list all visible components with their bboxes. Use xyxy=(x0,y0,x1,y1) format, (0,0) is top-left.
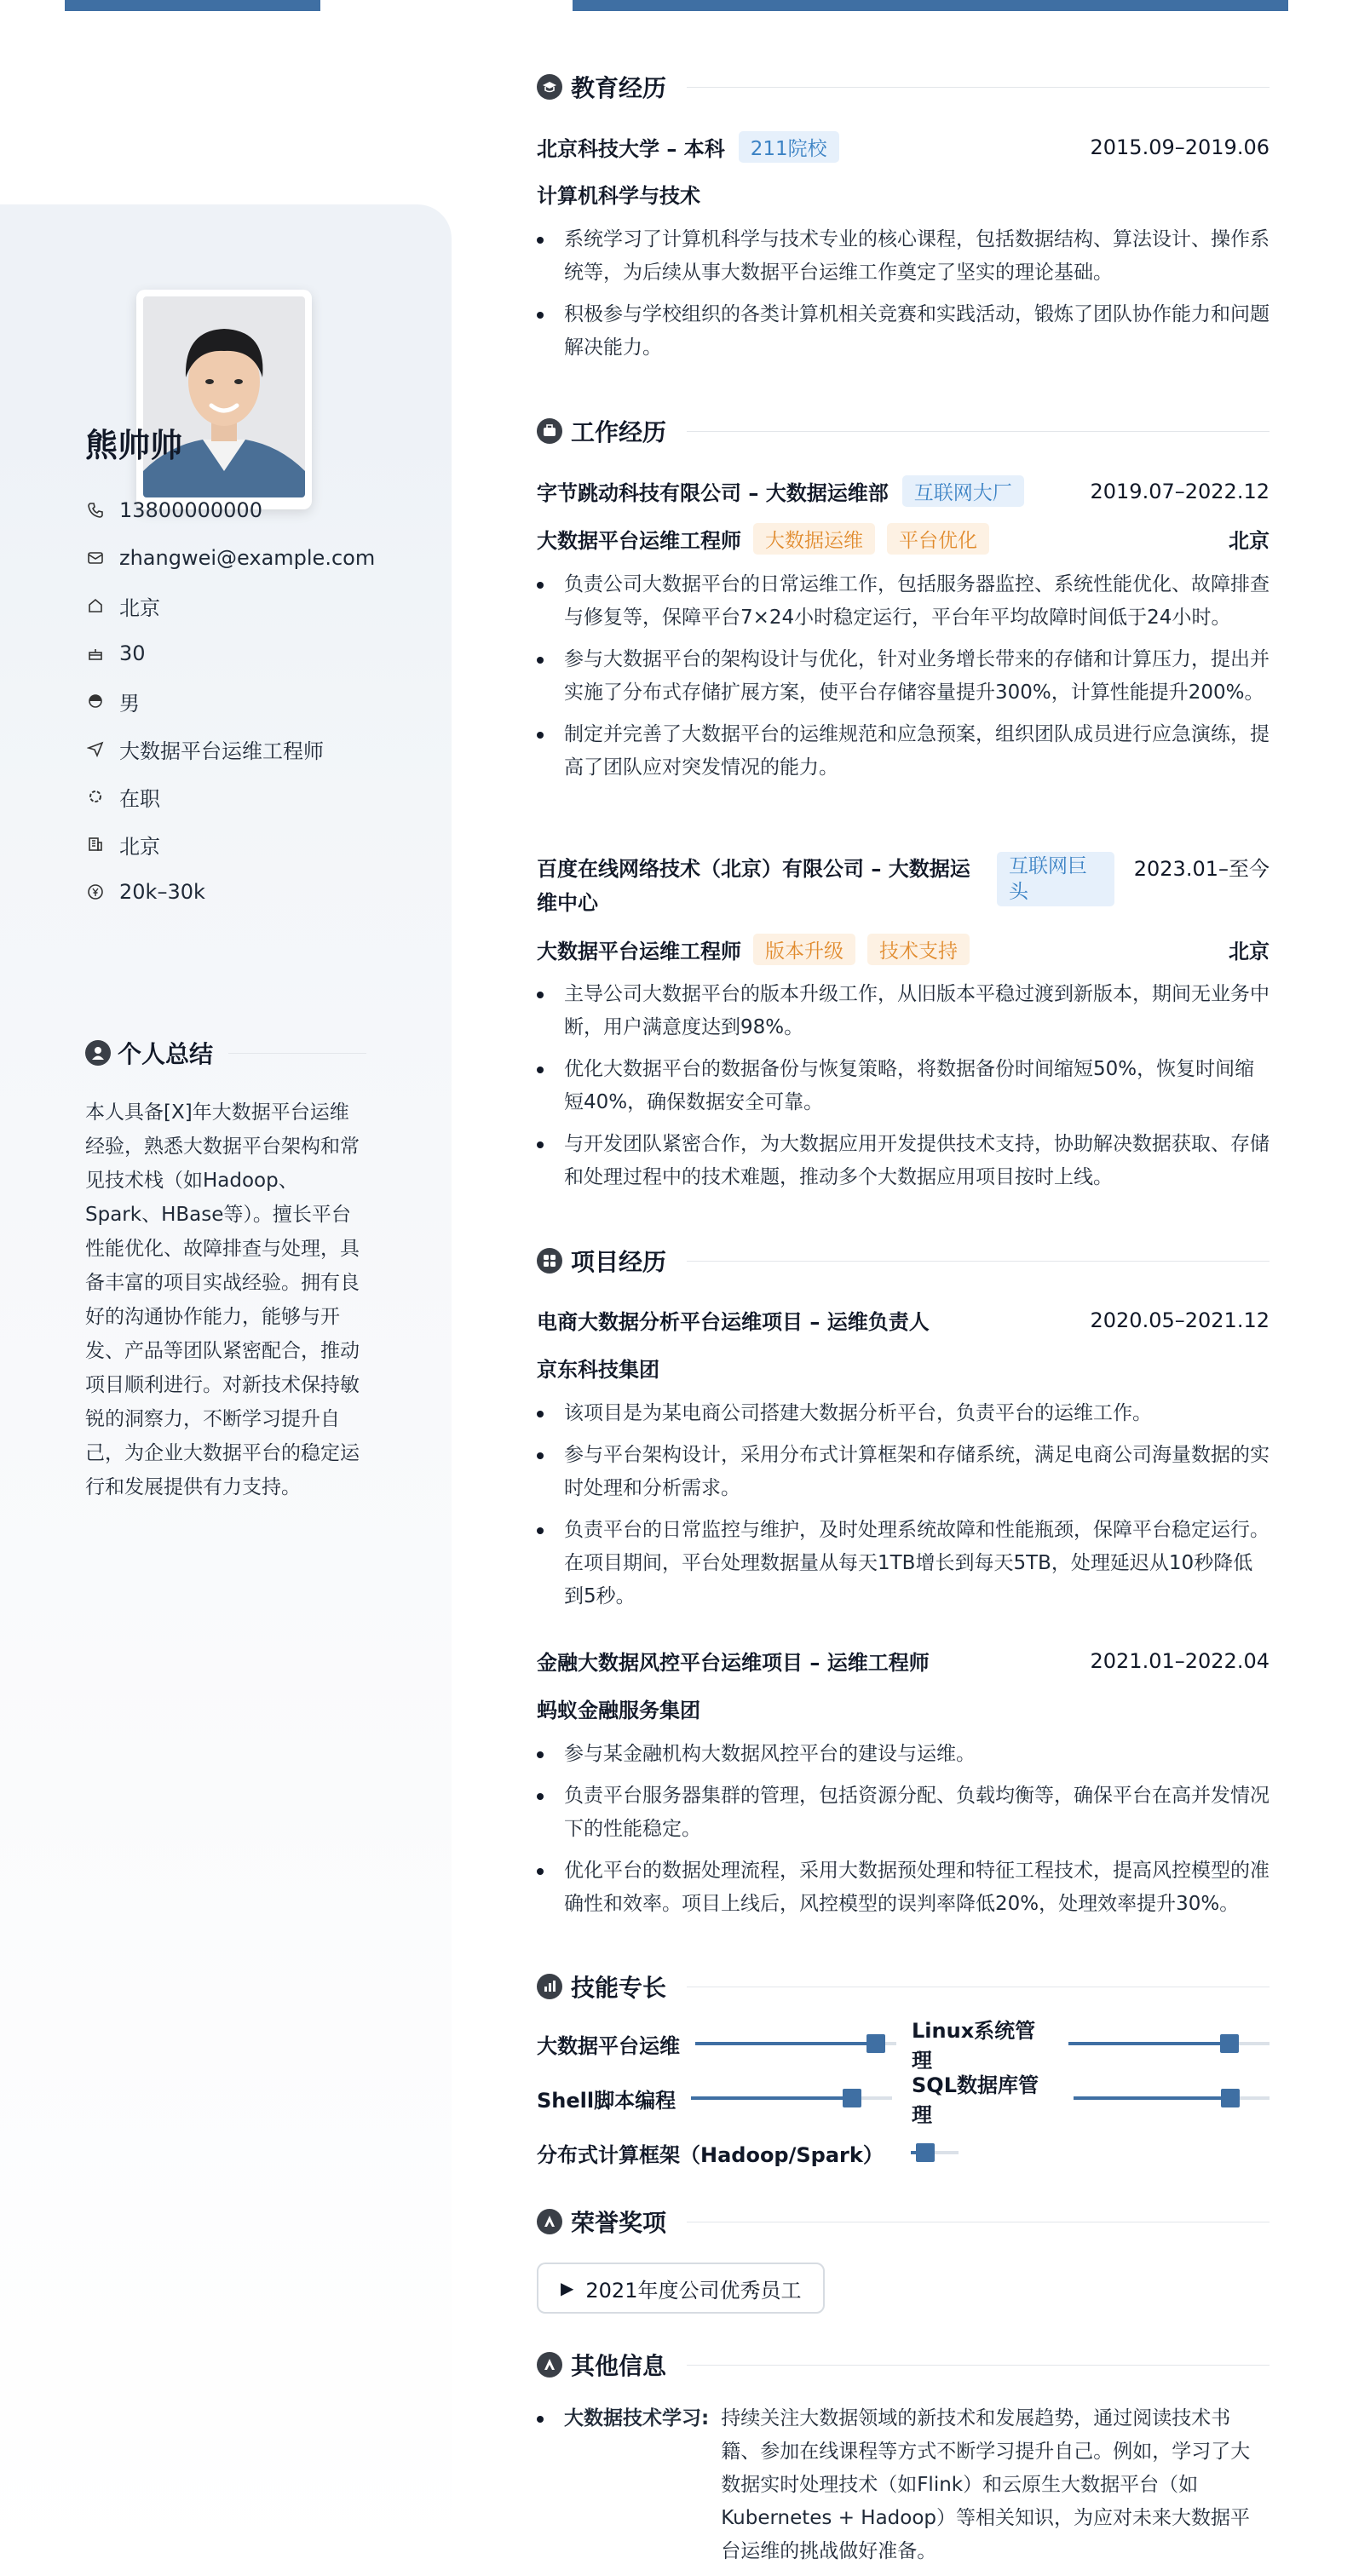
send-icon xyxy=(85,739,106,759)
skill-bar-knob xyxy=(916,2143,935,2162)
skill-item xyxy=(912,2019,1270,2073)
mail-icon xyxy=(85,548,106,568)
list-item: 参与平台架构设计，采用分布式计算框架和存储系统，满足电商公司海量数据的实时处理和分析需求。 xyxy=(537,1439,1270,1505)
email-value: zhangwei@example.com xyxy=(119,546,376,570)
school-name: 北京科技大学 – 本科 xyxy=(537,137,725,161)
award-item: ▶ 2021年度公司优秀员工 xyxy=(537,2263,825,2314)
skill-bar xyxy=(1068,2042,1270,2045)
job-2-header xyxy=(537,852,1270,920)
info-email xyxy=(85,534,375,582)
top-accent-bar-right xyxy=(573,0,1288,11)
list-item: 系统学习了计算机科学与技术专业的核心课程，包括数据结构、算法设计、操作系统等，为后续从事大数据平台运维工作奠定了坚实的理论基础。 xyxy=(537,223,1270,290)
job-role: 大数据平台运维工程师 xyxy=(537,940,741,963)
other-info-key: 大数据技术学习: xyxy=(564,2407,710,2429)
bullet-dot xyxy=(537,2416,544,2423)
info-position xyxy=(85,725,375,773)
education-bullets xyxy=(537,223,1270,373)
grid-icon xyxy=(537,1248,562,1274)
work-section-title: 工作经历 xyxy=(537,414,1270,448)
skills-section-title: 技能专长 xyxy=(537,1969,1270,2004)
project-period: 2020.05–2021.12 xyxy=(1090,1308,1270,1332)
job-1-header xyxy=(537,475,1270,507)
skill-bar-fill xyxy=(1068,2042,1229,2045)
job-city: 北京 xyxy=(1229,529,1270,553)
skill-item xyxy=(912,2073,1270,2127)
skill-bar-knob xyxy=(866,2034,885,2053)
project-1-bullets xyxy=(537,1397,1270,1622)
graduation-cap-icon xyxy=(537,74,562,100)
user-icon xyxy=(85,1040,111,1066)
contact-info-list xyxy=(85,486,375,916)
skill-bar-knob xyxy=(1221,2089,1240,2107)
job-2-role-row xyxy=(537,934,1270,965)
skill-bar-knob xyxy=(1220,2034,1239,2053)
bar-chart-icon xyxy=(537,1974,562,1999)
project-1-org: 京东科技集团 xyxy=(537,1358,659,1382)
list-item: 参与大数据平台的架构设计与优化，针对业务增长带来的存储和计算压力，提出并实施了分布式存储扩展方案，使平台存储容量提升300%，计算性能提升200%。 xyxy=(537,643,1270,710)
info-salary xyxy=(85,868,375,916)
skill-bar xyxy=(691,2096,892,2100)
info-city xyxy=(85,820,375,868)
honors-section-title: 荣誉奖项 xyxy=(537,2205,1270,2239)
top-accent-bar-left xyxy=(65,0,320,11)
skill-bar xyxy=(695,2042,896,2045)
home-icon xyxy=(85,595,106,616)
school-tag: 211院校 xyxy=(739,131,839,163)
list-item: 积极参与学校组织的各类计算机相关竞赛和实践活动，锻炼了团队协作能力和问题解决能力。 xyxy=(537,298,1270,365)
info-status xyxy=(85,773,375,820)
skill-bar-fill xyxy=(1074,2096,1230,2100)
other-section-title: 其他信息 xyxy=(537,2348,1270,2382)
skill-item xyxy=(537,2085,892,2111)
skill-item xyxy=(537,2031,896,2056)
company-name: 百度在线网络技术（北京）有限公司 – 大数据运维中心 xyxy=(537,857,970,915)
projects-section-title: 项目经历 xyxy=(537,1244,1270,1278)
skill-name: Shell脚本编程 xyxy=(537,2088,676,2113)
other-info-text: 持续关注大数据领域的新技术和发展趋势，通过阅读技术书籍、参加在线课程等方式不断学习提升自己。例如，学习了大数据实时处理技术（如Flink）和云原生大数据平台（如Kubernetes + Hadoop）等相关知识，为应对未来大数据平台运维的挑战做好准备。 xyxy=(721,2407,1251,2562)
position-value: 大数据平台运维工程师 xyxy=(119,739,324,763)
salary-value: 20k–30k xyxy=(119,880,205,904)
divider xyxy=(687,431,1270,432)
project-name: 金融大数据风控平台运维项目 – 运维工程师 xyxy=(537,1651,930,1675)
profile-name: 熊帅帅 xyxy=(85,427,183,464)
list-item: 优化平台的数据处理流程，采用大数据预处理和特征工程技术，提高风控模型的准确性和效率。项目上线后，风控模型的误判率降低20%，处理效率提升30%。 xyxy=(537,1854,1270,1921)
status-value: 在职 xyxy=(119,786,160,811)
gender-value: 男 xyxy=(119,691,140,716)
skill-tag: 版本升级 xyxy=(753,934,855,965)
project-2-header xyxy=(537,1646,1270,1676)
project-period: 2021.01–2022.04 xyxy=(1090,1648,1270,1673)
cake-icon xyxy=(85,643,106,664)
skill-bar xyxy=(911,2151,959,2154)
divider xyxy=(687,1261,1270,1262)
list-item: 负责公司大数据平台的日常运维工作，包括服务器监控、系统性能优化、故障排查与修复等，保障平台7×24小时稳定运行，平台年平均故障时间低于24小时。 xyxy=(537,568,1270,635)
status-icon xyxy=(85,786,106,807)
skill-item xyxy=(537,2140,959,2165)
skill-bar-fill xyxy=(695,2042,876,2045)
gender-icon xyxy=(85,691,106,711)
list-item: 负责平台服务器集群的管理，包括资源分配、负载均衡等，确保平台在高并发情况下的性能稳定。 xyxy=(537,1780,1270,1846)
list-item: 与开发团队紧密合作，为大数据应用开发提供技术支持，协助解决数据获取、存储和处理过程中的技术难题，推动多个大数据应用项目按时上线。 xyxy=(537,1128,1270,1194)
skill-name: Linux系统管理 xyxy=(912,2019,1036,2073)
list-item: 参与某金融机构大数据风控平台的建设与运维。 xyxy=(537,1738,1270,1771)
education-header xyxy=(537,131,1270,163)
list-item: 负责平台的日常监控与维护，及时处理系统故障和性能瓶颈，保障平台稳定运行。在项目期间，平台处理数据量从每天1TB增长到每天5TB，处理延迟从10秒降低到5秒。 xyxy=(537,1514,1270,1613)
job-city: 北京 xyxy=(1229,940,1270,963)
job-period: 2019.07–2022.12 xyxy=(1090,479,1270,503)
project-name: 电商大数据分析平台运维项目 – 运维负责人 xyxy=(537,1310,930,1334)
skill-bar-fill xyxy=(691,2096,852,2100)
project-1-header xyxy=(537,1305,1270,1335)
info-gender xyxy=(85,677,375,725)
list-item: 优化大数据平台的数据备份与恢复策略，将数据备份时间缩短50%，恢复时间缩短40%，确保数据安全可靠。 xyxy=(537,1053,1270,1119)
education-period: 2015.09–2019.06 xyxy=(1090,135,1270,159)
company-tag: 互联网大厂 xyxy=(902,475,1024,507)
summary-text: 本人具备[X]年大数据平台运维经验，熟悉大数据平台架构和常见技术栈（如Hadoop、Spark、HBase等）。擅长平台性能优化、故障排查与处理，具备丰富的项目实战经验。拥有良好的沟通协作能力，能够与开发、产品等团队紧密配合，推动项目顺利进行。对新技术保持敏锐的洞察力，不断学习提升自己，为企业大数据平台的稳定运行和发展提供有力支持。 xyxy=(85,1101,360,1498)
play-icon: ▶ xyxy=(561,2278,574,2298)
skill-name: SQL数据库管理 xyxy=(912,2073,1039,2127)
summary-section-title: 个人总结 xyxy=(85,1036,366,1070)
city-value: 北京 xyxy=(119,834,160,859)
info-icon xyxy=(537,2352,562,2378)
briefcase-icon xyxy=(537,418,562,444)
job-1-role-row xyxy=(537,523,1270,555)
info-phone xyxy=(85,486,375,534)
skill-tag: 技术支持 xyxy=(867,934,970,965)
award-icon xyxy=(537,2209,562,2234)
skill-name: 大数据平台运维 xyxy=(537,2033,680,2058)
project-2-org: 蚂蚁金融服务集团 xyxy=(537,1699,700,1722)
skill-bar-knob xyxy=(843,2089,861,2107)
building-icon xyxy=(85,834,106,854)
yen-icon xyxy=(85,882,106,902)
skill-bar xyxy=(1074,2096,1270,2100)
divider xyxy=(687,87,1270,88)
education-major: 计算机科学与技术 xyxy=(537,184,700,208)
skill-name: 分布式计算框架（Hadoop/Spark） xyxy=(537,2142,884,2167)
phone-icon xyxy=(85,500,106,520)
info-location xyxy=(85,582,375,630)
company-name: 字节跳动科技有限公司 – 大数据运维部 xyxy=(537,481,889,505)
other-info-item xyxy=(537,2402,1270,2568)
info-age xyxy=(85,630,375,677)
education-section-title: 教育经历 xyxy=(537,70,1270,104)
job-1-bullets xyxy=(537,568,1270,793)
job-role: 大数据平台运维工程师 xyxy=(537,529,741,553)
phone-value: 13800000000 xyxy=(119,498,262,522)
location-value: 北京 xyxy=(119,595,160,620)
skill-tag: 大数据运维 xyxy=(753,523,875,555)
job-2-bullets xyxy=(537,978,1270,1203)
list-item: 主导公司大数据平台的版本升级工作，从旧版本平稳过渡到新版本，期间无业务中断，用户满意度达到98%。 xyxy=(537,978,1270,1044)
company-tag: 互联网巨头 xyxy=(997,852,1114,906)
skill-tag: 平台优化 xyxy=(887,523,989,555)
divider xyxy=(687,2365,1270,2366)
profile-photo xyxy=(136,290,312,509)
list-item: 该项目是为某电商公司搭建大数据分析平台，负责平台的运维工作。 xyxy=(537,1397,1270,1430)
job-period: 2023.01–至今 xyxy=(1133,857,1270,881)
age-value: 30 xyxy=(119,641,146,665)
divider xyxy=(228,1053,366,1054)
list-item: 制定并完善了大数据平台的运维规范和应急预案，组织团队成员进行应急演练，提高了团队应对突发情况的能力。 xyxy=(537,718,1270,785)
avatar xyxy=(143,296,305,497)
project-2-bullets xyxy=(537,1738,1270,1929)
